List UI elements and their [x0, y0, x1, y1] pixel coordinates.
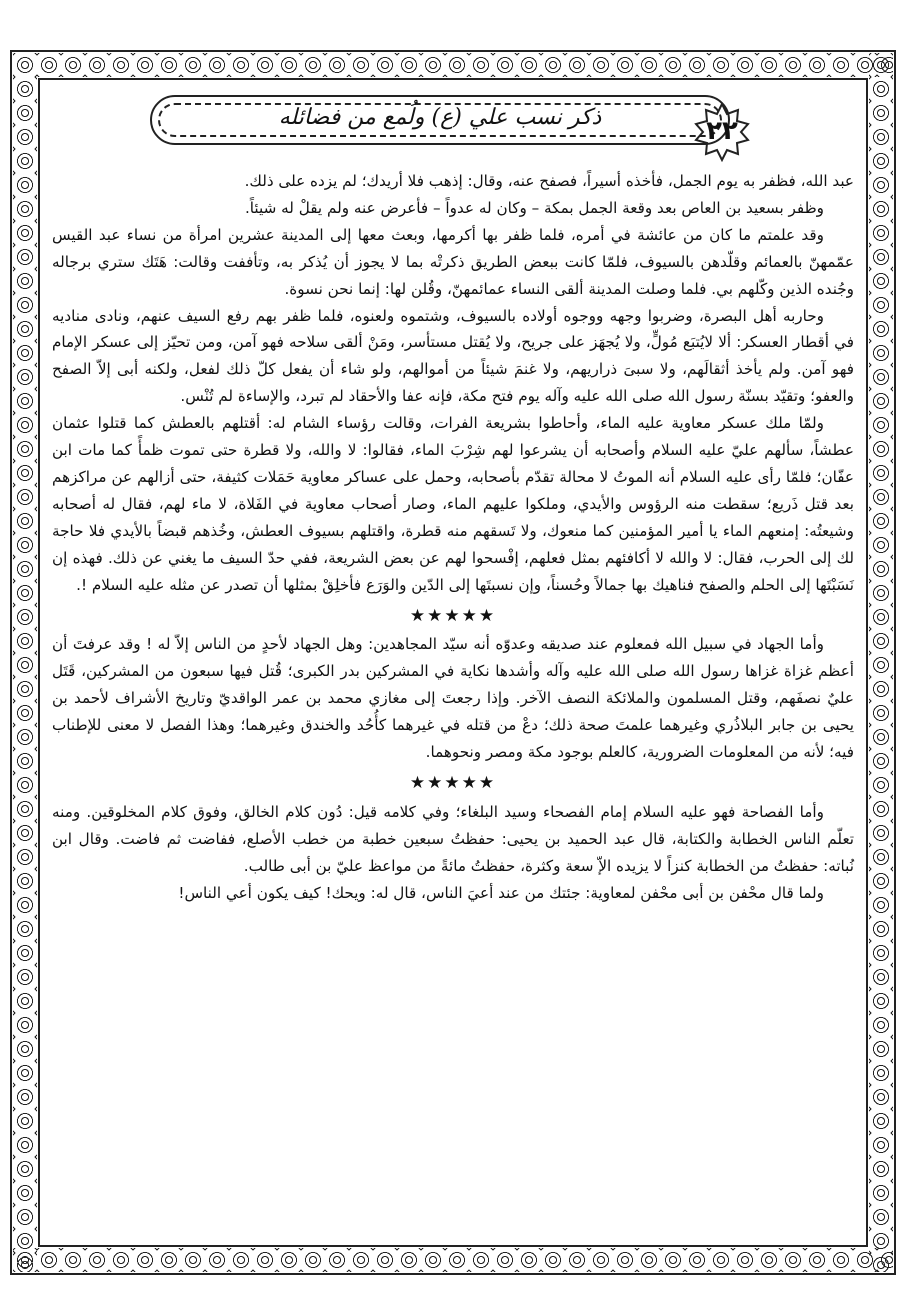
paragraph: وظفر بسعيد بن العاص بعد وقعة الجمل بمكة – وكان له عدواً – فأعرض عنه ولم يقلْ له شيئاً. — [244, 198, 824, 217]
section-separator: ★★★★★ — [409, 772, 497, 793]
page-number-badge — [692, 102, 752, 162]
chapter-title: ذكر نسب علي (ع) ولُمع من فضائله — [278, 105, 602, 130]
paragraph: ولمّا ملك عسكر معاوية عليه الماء، وأحاطوا بشريعة الفرات، وقالت رؤساء الشام له: أقتلهم بالعطش كما قتلوا عثمان عطشاً، سألهم عليّ عليه السلام وأصحابه أن يشرعوا لهم شِرْبَ الماء، فقالوا: لا والله، ولا قطرة حتى تموت ظمأً كما مات ابن عفّان؛ فلمّا رأى عليه السلام أنه الموتُ لا محالة تقدّم بأصحابه، وحمل على عساكر معاوية حَمَلات كثيفة، حتى أزالهم عن مراكزهم بعد قتل ذَريع؛ سقطت منه الرؤوس والأيدي، وملكوا عليهم الماء، وصار أصحاب معاوية في الفَلاة، لا ماء لهم، فقال له أصحابه وشيعتُه: إمنعهم الماء يا أمير المؤمنين كما منعوك، ولا تَسقهم منه قطرة، واقتلهم بسيوف العطش، وخُذهم قبضاً بالأيدي فلا حاجة لك إلى الحرب، فقال: لا والله لا أكافئهم بمثل فعلهم، إفْسحوا لهم عن بعض الشريعة، ففي حدّ السيف ما يغني عن ذلك. فهذه إن نَسَبْتَها إلى الحلم والصفح فناهيك بها جمالاً وحُسناً، وإن نسبتَها إلى الدّين والوَرَع فأخلِقْ بمثلها أن تصدر عن مثله عليه السلام !. — [52, 414, 854, 594]
paragraph: وأما الفصاحة فهو عليه السلام إمام الفصحاء وسيد البلغاء؛ وفي كلامه قيل: دُون كلام الخالق، وفوق كلام المخلوقين. ومنه تعلّم الناس الخطابة والكتابة، قال عبد الحميد بن يحيى: حفظتُ سبعين خطبة من خطب الأصلع، ففاضت ثم فاضت. وقال ابن نُباته: حفظتُ من الخطابة كنزاً لا يزيده الإّ سعة وكثرة، حفظتُ مائةً من مواعظ عليّ بن أبى طالب. — [52, 802, 854, 875]
page-text — [52, 168, 854, 906]
paragraph: عبد الله، فظفر به يوم الجمل، فأخذه أسيراً، فصفح عنه، وقال: إذهب فلا أريدك؛ لم يزده على ذلك. — [244, 172, 854, 190]
paragraph: وقد علمتم ما كان من عائشة في أمره، فلما ظفر بها أكرمها، وبعث معها إلى المدينة عشرين امرأة من نساء عبد القيس عمّمهنّ بالعمائم وقلّدهن بالسيوف، فلمّا كانت ببعض الطريق ذكرتْه بما لا يجوز أن يُذكر به، وتأففت وقالت: هَتَك ستري برجاله وجُنده الذين وكّلهم بي. فلما وصلت المدينة ألقى النساء عمائمهنّ، وقُلن لها: إنما نحن نسوة. — [52, 225, 854, 298]
section-separator: ★★★★★ — [409, 605, 497, 626]
paragraph: وحاربه أهل البصرة، وضربوا وجهه ووجوه أولاده بالسيوف، وشتموه ولعنوه، فلما ظفر بهم رفع السيف عنهم، ونادى مناديه في أقطار العسكر: ألا لايُتبَع مُولٍّ، ولا يُجهَز على جريح، ولا يُقتل مستأسر، ومَنْ ألقى سلاحه فهو آمن، ومن تحيّز إلى عسكر الإمام فهو آمن. ولم يأخذ أثقالَهم، ولا سبىَ ذراريهم، ولا غنمَ شيئاً من أموالهم، ولو شاء أن يفعل كلّ ذلك لفعل، ولكنه أبى إلاّ الصفح والعفو؛ وتقيّد بسنّة رسول الله صلى الله عليه وآله يوم فتح مكة، فإنه عفا والأحقاد لم تبرد، والإساءة لم تُنْس. — [52, 306, 854, 406]
paragraph: ولما قال محْفن بن أبى محْفن لمعاوية: جئتك من عند أعيَ الناس، قال له: ويحك! كيف يكون أعي الناس! — [178, 883, 824, 902]
page-number: ٢٢ — [706, 116, 738, 146]
paragraph: وأما الجهاد في سبيل الله فمعلوم عند صديقه وعدوّه أنه سيّد المجاهدين: وهل الجهاد لأحدٍ من الناس إلاّ له ! وقد عرفتَ أن أعظم غزاة غزاها رسول الله صلى الله عليه وآله وأشدها نكاية في المشركين بدر الكبرى؛ قُتل فيها سبعون من المشركين، قَتَل عليٌ نصفَهم، وقتل المسلمون والملائكة النصف الآخر. وإذا رجعتَ إلى مغازي محمد بن عمر الواقديّ وتاريخ الأشراف لأحمد بن يحيى بن جابر البلاذُري وغيرهما علمتَ صحة ذلك؛ دعْ من قتله في غيرهما كأُحُد والخندق وغيرهما؛ وهذا الفصل لا معنى للإطناب فيه؛ لأنه من المعلومات الضرورية، كالعلم بوجود مكة ومصر ونحوهما. — [52, 635, 854, 762]
chapter-header — [150, 95, 730, 145]
